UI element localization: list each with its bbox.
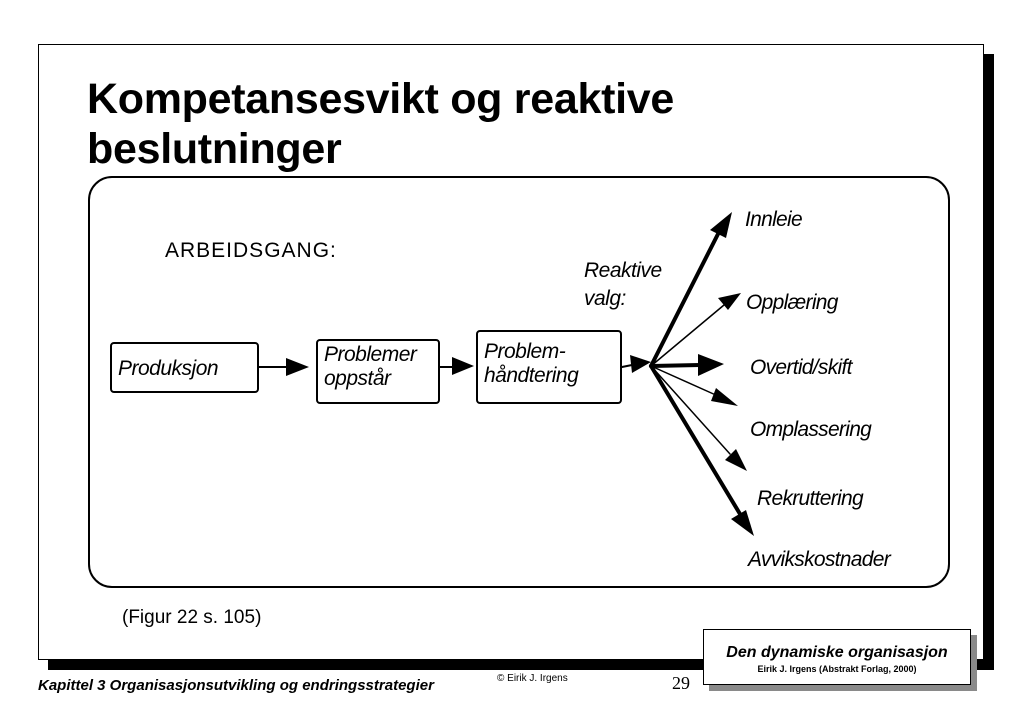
- book-title: Den dynamiske organisasjon: [726, 644, 948, 661]
- arrow-rekruttering: [651, 366, 747, 471]
- flow-arrow-3: [622, 355, 651, 373]
- option-omplassering: Omplassering: [750, 418, 872, 441]
- footer-copyright: © Eirik J. Irgens: [497, 673, 568, 684]
- figure-caption: (Figur 22 s. 105): [122, 607, 262, 628]
- book-subtitle: Eirik J. Irgens (Abstrakt Forlag, 2000): [757, 664, 917, 674]
- reactive-choices-label-line2: valg:: [584, 287, 626, 310]
- book-info-box: [703, 629, 971, 685]
- process-box-label: Produksjon: [118, 357, 219, 380]
- arrow-avvikskostnader: [651, 366, 754, 536]
- option-rekruttering: Rekruttering: [757, 487, 863, 510]
- workflow-heading: ARBEIDSGANG:: [165, 239, 337, 262]
- flow-arrow-2: [440, 357, 474, 375]
- option-avvikskostnader: Avvikskostnader: [748, 548, 891, 571]
- process-box-label: Problem-: [484, 340, 566, 363]
- option-opplaering: Opplæring: [746, 291, 838, 314]
- reactive-choices-label-line1: Reaktive: [584, 259, 662, 282]
- process-box-label: Problemer: [324, 343, 417, 366]
- footer-chapter: Kapittel 3 Organisasjonsutvikling og endringsstrategier: [38, 677, 434, 694]
- arrow-opplaering: [651, 293, 741, 366]
- slide-title-line2: beslutninger: [87, 125, 342, 173]
- page-number: 29: [672, 673, 690, 693]
- option-innleie: Innleie: [745, 208, 802, 231]
- slide-title-line1: Kompetansesvikt og reaktive: [87, 75, 674, 123]
- arrow-innleie: [651, 212, 732, 366]
- process-box-label: håndtering: [484, 364, 579, 387]
- process-box-label: oppstår: [324, 367, 391, 390]
- flow-arrow-1: [259, 358, 309, 376]
- option-overtid-skift: Overtid/skift: [750, 356, 852, 379]
